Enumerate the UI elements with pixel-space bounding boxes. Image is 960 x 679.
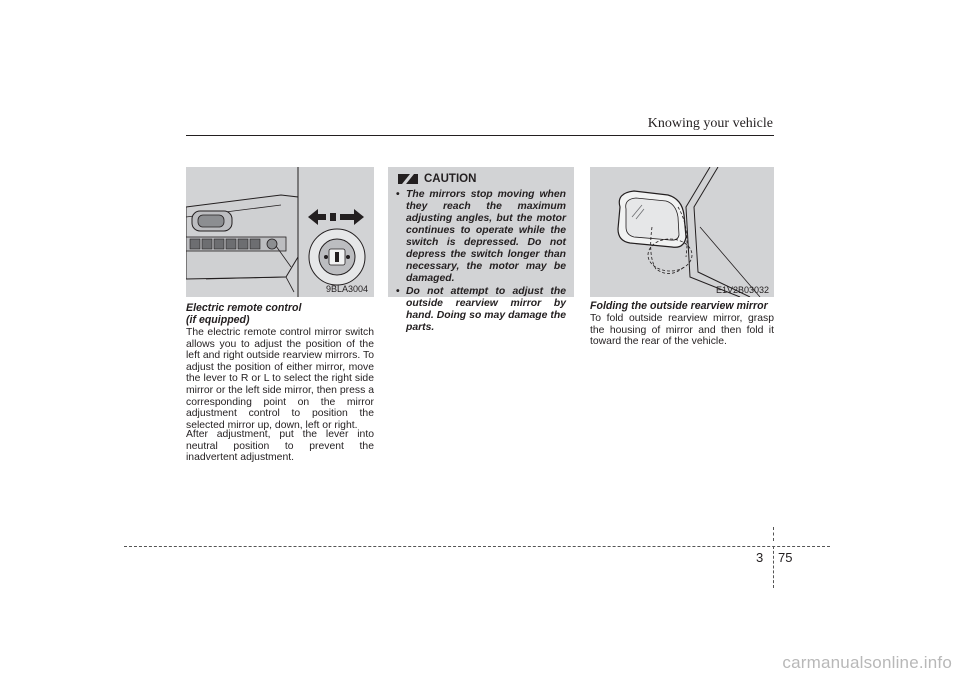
mirror-drawing: [590, 167, 774, 297]
figure-code: 9BLA3004: [325, 284, 368, 294]
paragraph-mirror-switch: The electric remote control mirror switch allows you to adjust the position of the left and right outside rearview mirrors. To adjust the position of either mirror, move the lever to R or L to select the right side mirror or the left side mirror, then press a corresponding point on the mirror adjustment control to position the selected mirror up, down, left or right.: [186, 327, 374, 431]
caution-icon: [398, 174, 418, 184]
caution-item: • The mirrors stop moving when they reach the maximum adjusting angles, but the motor continues to operate while the switch is depressed. Do not depress the switch longer than necessary, the motor may be damaged.: [396, 189, 566, 285]
header-rule: [186, 135, 774, 136]
footer-rule: [124, 546, 830, 547]
mirror-switch-illustration: [186, 167, 374, 297]
footer-vertical-rule: [773, 546, 774, 588]
caution-list: [396, 189, 566, 335]
heading-folding-mirror: Folding the outside rearview mirror: [590, 300, 768, 312]
chapter-number: 3: [756, 550, 764, 565]
header-section-title: Knowing your vehicle: [647, 116, 773, 131]
watermark-link[interactable]: carmanualsonline.info: [782, 653, 952, 672]
page-number: 75: [778, 550, 793, 565]
footer-vertical-rule-top: [773, 527, 774, 541]
figure-code: E1V2B03032: [715, 285, 769, 295]
caution-header: [398, 173, 476, 185]
door-panel-drawing: [186, 167, 374, 297]
paragraph-after-adjustment: After adjustment, put the lever into neutral position to prevent the inadvertent adjustment.: [186, 429, 374, 464]
caution-title: CAUTION: [424, 173, 477, 185]
caution-item: • Do not attempt to adjust the outside rearview mirror by hand. Doing so may damage the parts.: [396, 286, 566, 334]
heading-line: (if equipped): [186, 314, 250, 326]
outside-mirror-illustration: [590, 167, 774, 297]
heading-line: Electric remote control: [186, 302, 302, 314]
heading-electric-remote-control: [186, 302, 376, 326]
caution-box: [388, 167, 574, 333]
paragraph-folding-mirror: To fold outside rearview mirror, grasp the housing of mirror and then fold it toward the rear of the vehicle.: [590, 313, 774, 348]
